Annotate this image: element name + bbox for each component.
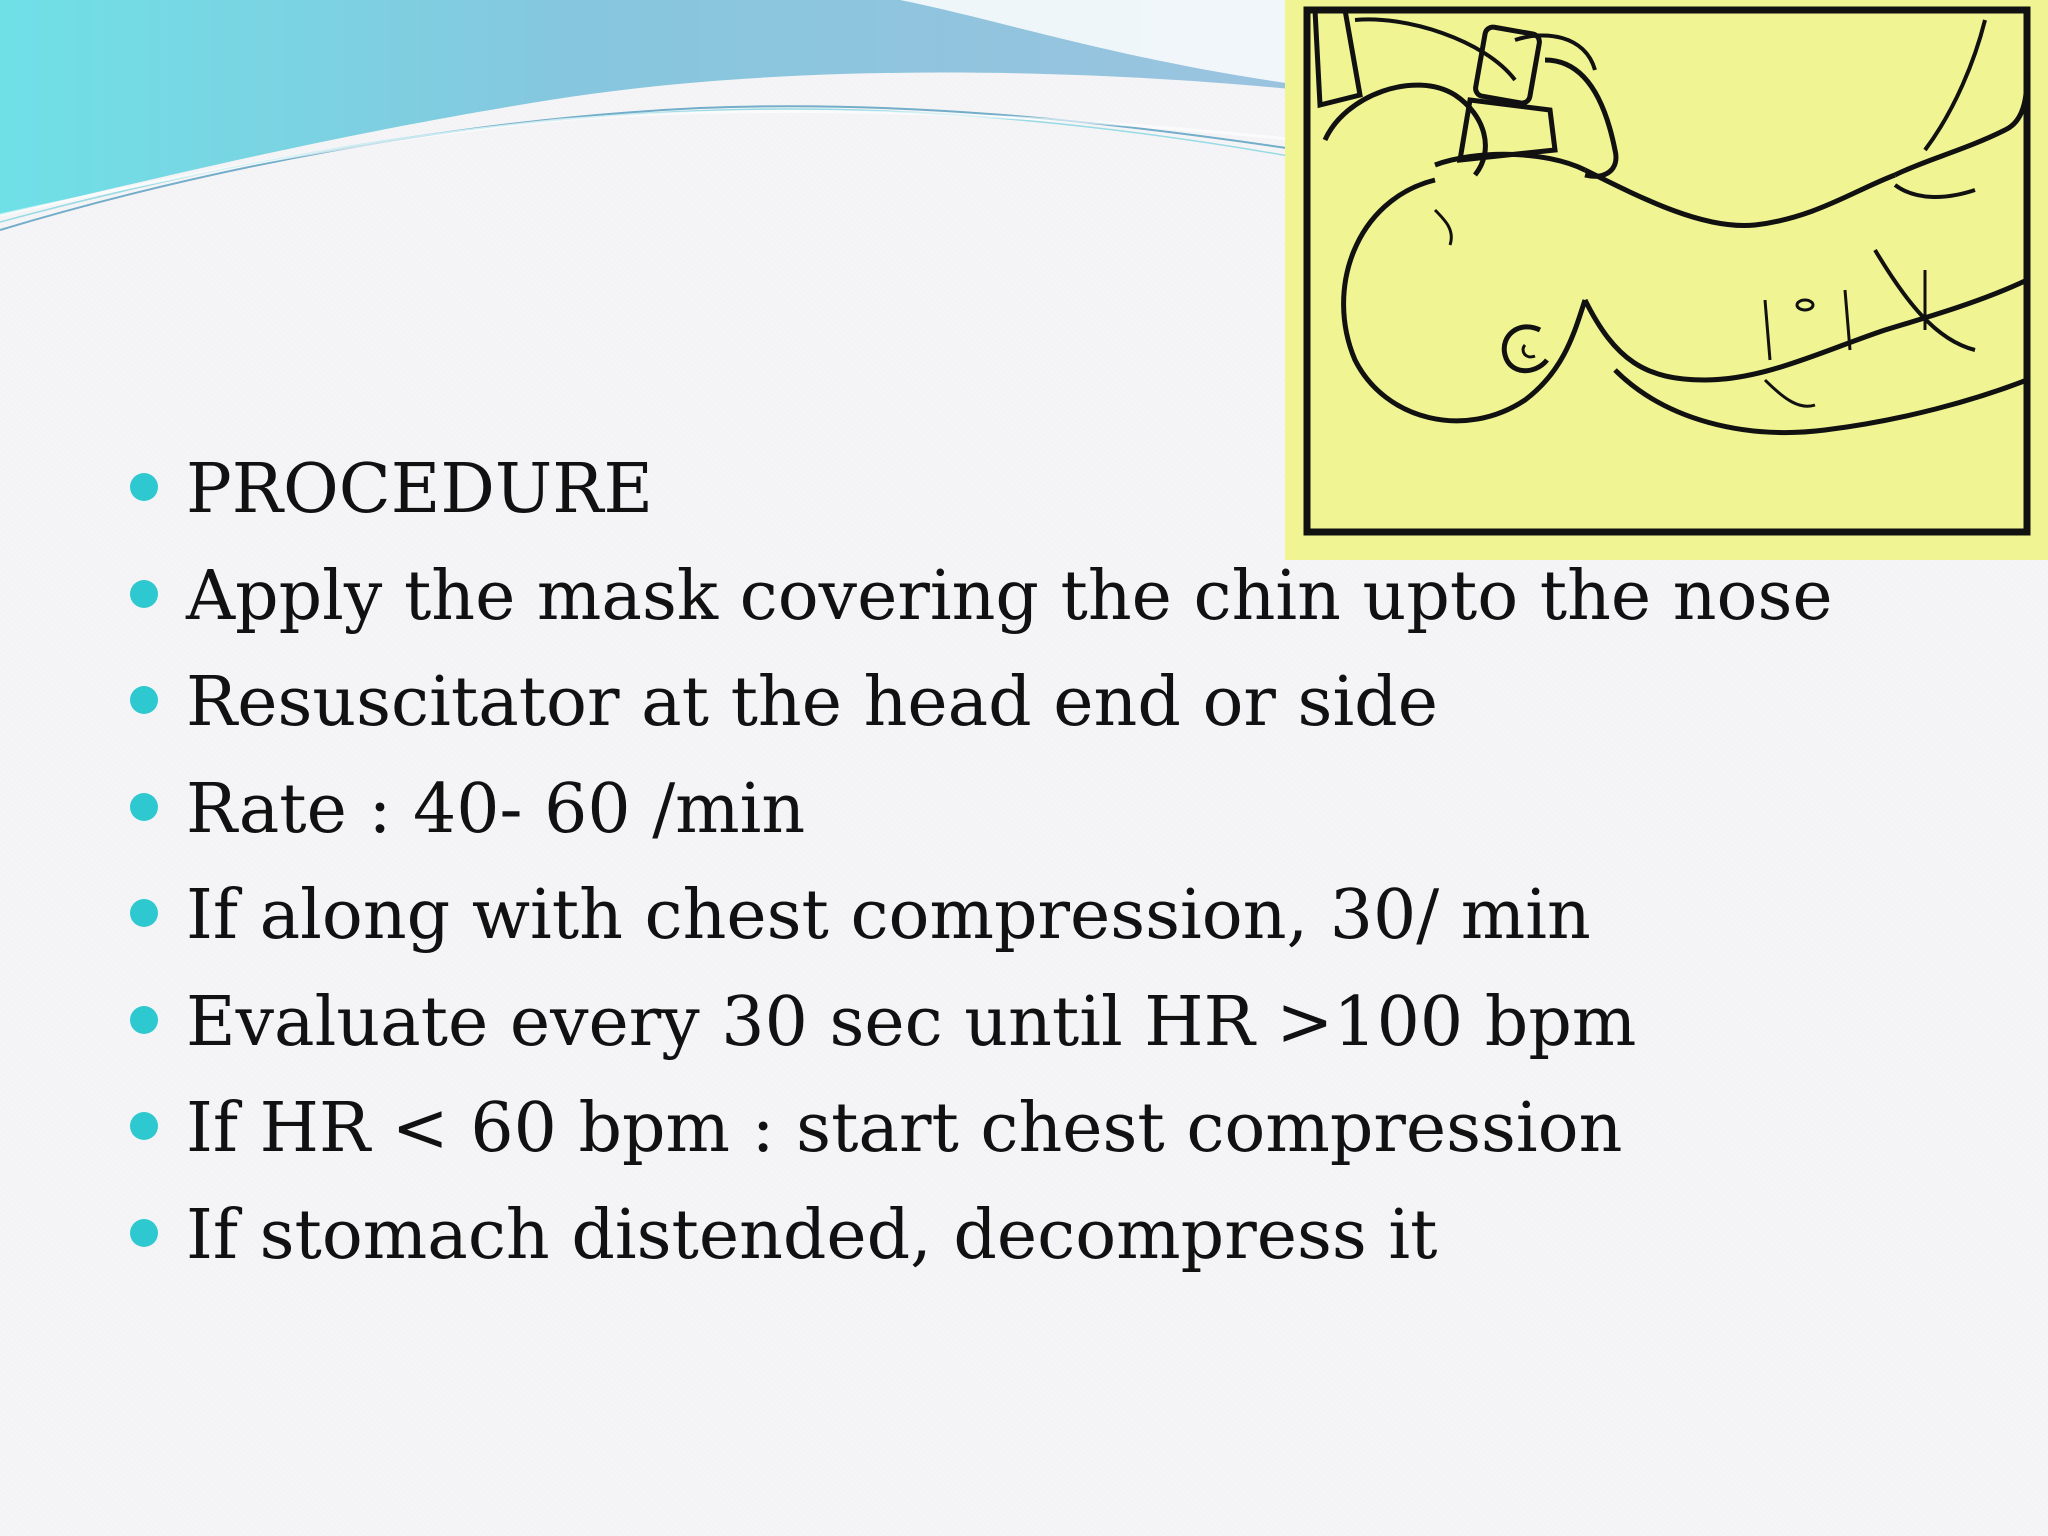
- bullet-item-evaluate: [128, 975, 1833, 1082]
- bullet-item-decompress: [128, 1188, 1833, 1295]
- bullet-item-with-compression: [128, 868, 1833, 975]
- bullet-dot-icon: [130, 686, 158, 714]
- bullet-dot-icon: [130, 899, 158, 927]
- bullet-dot-icon: [130, 580, 158, 608]
- bullet-list: [128, 442, 1833, 1294]
- bullet-dot-icon: [130, 1006, 158, 1034]
- bullet-text: PROCEDURE: [186, 450, 654, 529]
- bullet-text: Rate : 40- 60 /min: [186, 769, 806, 849]
- bullet-item-procedure: [128, 442, 1833, 549]
- bullet-dot-icon: [130, 473, 158, 501]
- bullet-dot-icon: [130, 793, 158, 821]
- bullet-item-start-compression: [128, 1081, 1833, 1188]
- bullet-text: If along with chest compression, 30/ min: [186, 876, 1591, 955]
- bullet-text: If stomach distended, decompress it: [186, 1195, 1438, 1275]
- bullet-dot-icon: [130, 1219, 158, 1247]
- bullet-item-resuscitator-position: [128, 655, 1833, 762]
- bullet-text: Apply the mask covering the chin upto the nose: [186, 556, 1833, 636]
- bullet-dot-icon: [130, 1112, 158, 1140]
- bullet-text: Resuscitator at the head end or side: [186, 663, 1438, 742]
- bullet-item-rate: [128, 762, 1833, 869]
- bullet-item-apply-mask: [128, 549, 1833, 656]
- bullet-text: Evaluate every 30 sec until HR >100 bpm: [186, 982, 1637, 1062]
- bullet-text: If HR < 60 bpm : start chest compression: [186, 1089, 1623, 1168]
